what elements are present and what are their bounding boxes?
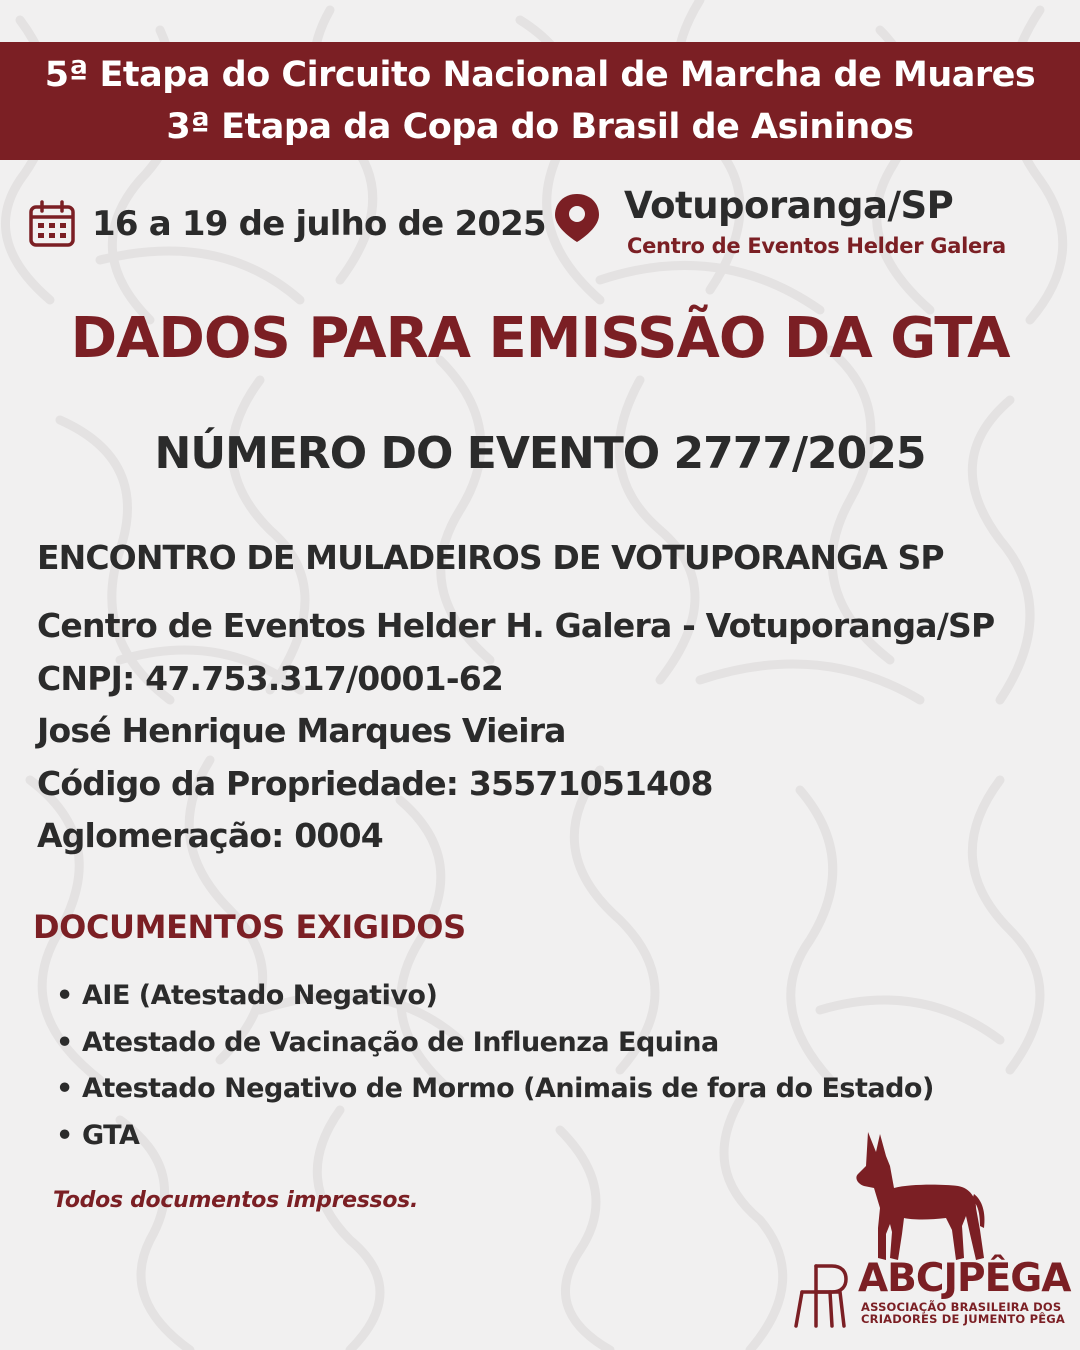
- document-label: GTA: [82, 1120, 140, 1152]
- bullet: •: [56, 1120, 73, 1152]
- event-city: Votuporanga/SP: [624, 184, 954, 227]
- logo-subtitle-line-1: ASSOCIAÇÃO BRASILEIRA DOS: [861, 1300, 1062, 1314]
- logo-mark-icon: [792, 1262, 852, 1328]
- gta-info-block: [37, 600, 994, 863]
- event-date: [28, 196, 546, 252]
- header-line-1: 5ª Etapa do Circuito Nacional de Marcha de Muares: [44, 55, 1036, 95]
- info-cnpj-line: CNPJ: 47.753.317/0001-62: [37, 658, 504, 698]
- list-item: [56, 1020, 934, 1067]
- event-venue: Centro de Eventos Helder Galera: [627, 234, 1006, 258]
- info-owner-line: José Henrique Marques Vieira: [37, 711, 566, 750]
- info-agglomeration-line: Aglomeração: 0004: [37, 816, 383, 855]
- required-documents-title: DOCUMENTOS EXIGIDOS: [33, 908, 466, 946]
- header-line-2: 3ª Etapa da Copa do Brasil de Asininos: [166, 107, 914, 147]
- footnote: Todos documentos impressos.: [53, 1188, 418, 1213]
- info-venue-line: Centro de Eventos Helder H. Galera - Votuporanga/SP: [37, 606, 995, 645]
- donkey-icon: [850, 1130, 990, 1265]
- list-item: [56, 1113, 934, 1160]
- event-number: NÚMERO DO EVENTO 2777/2025: [154, 428, 926, 479]
- list-item: [56, 973, 934, 1020]
- location-pin-icon: [552, 192, 602, 244]
- page-title: DADOS PARA EMISSÃO DA GTA: [70, 306, 1010, 371]
- document-label: Atestado Negativo de Mormo (Animais de fora do Estado): [82, 1073, 934, 1105]
- bullet: •: [56, 980, 73, 1011]
- section-title: ENCONTRO DE MULADEIROS DE VOTUPORANGA SP: [37, 538, 944, 577]
- list-item: [56, 1066, 934, 1113]
- bullet: •: [56, 1073, 73, 1105]
- logo-subtitle-line-2: CRIADORES DE JUMENTO PÊGA: [861, 1312, 1065, 1326]
- info-property-code-line: Código da Propriedade: 35571051408: [37, 763, 713, 803]
- event-date-text: 16 a 19 de julho de 2025: [92, 204, 546, 244]
- logo-name: ABCJPÊGA: [858, 1256, 1071, 1301]
- document-label: Atestado de Vacinação de Influenza Equina: [82, 1026, 719, 1058]
- bullet: •: [56, 1026, 73, 1058]
- calendar-icon: [28, 200, 76, 248]
- event-header-banner: [0, 42, 1080, 160]
- required-documents-list: [56, 973, 934, 1160]
- document-label: AIE (Atestado Negativo): [82, 980, 438, 1011]
- logo-subtitle: [861, 1301, 1065, 1325]
